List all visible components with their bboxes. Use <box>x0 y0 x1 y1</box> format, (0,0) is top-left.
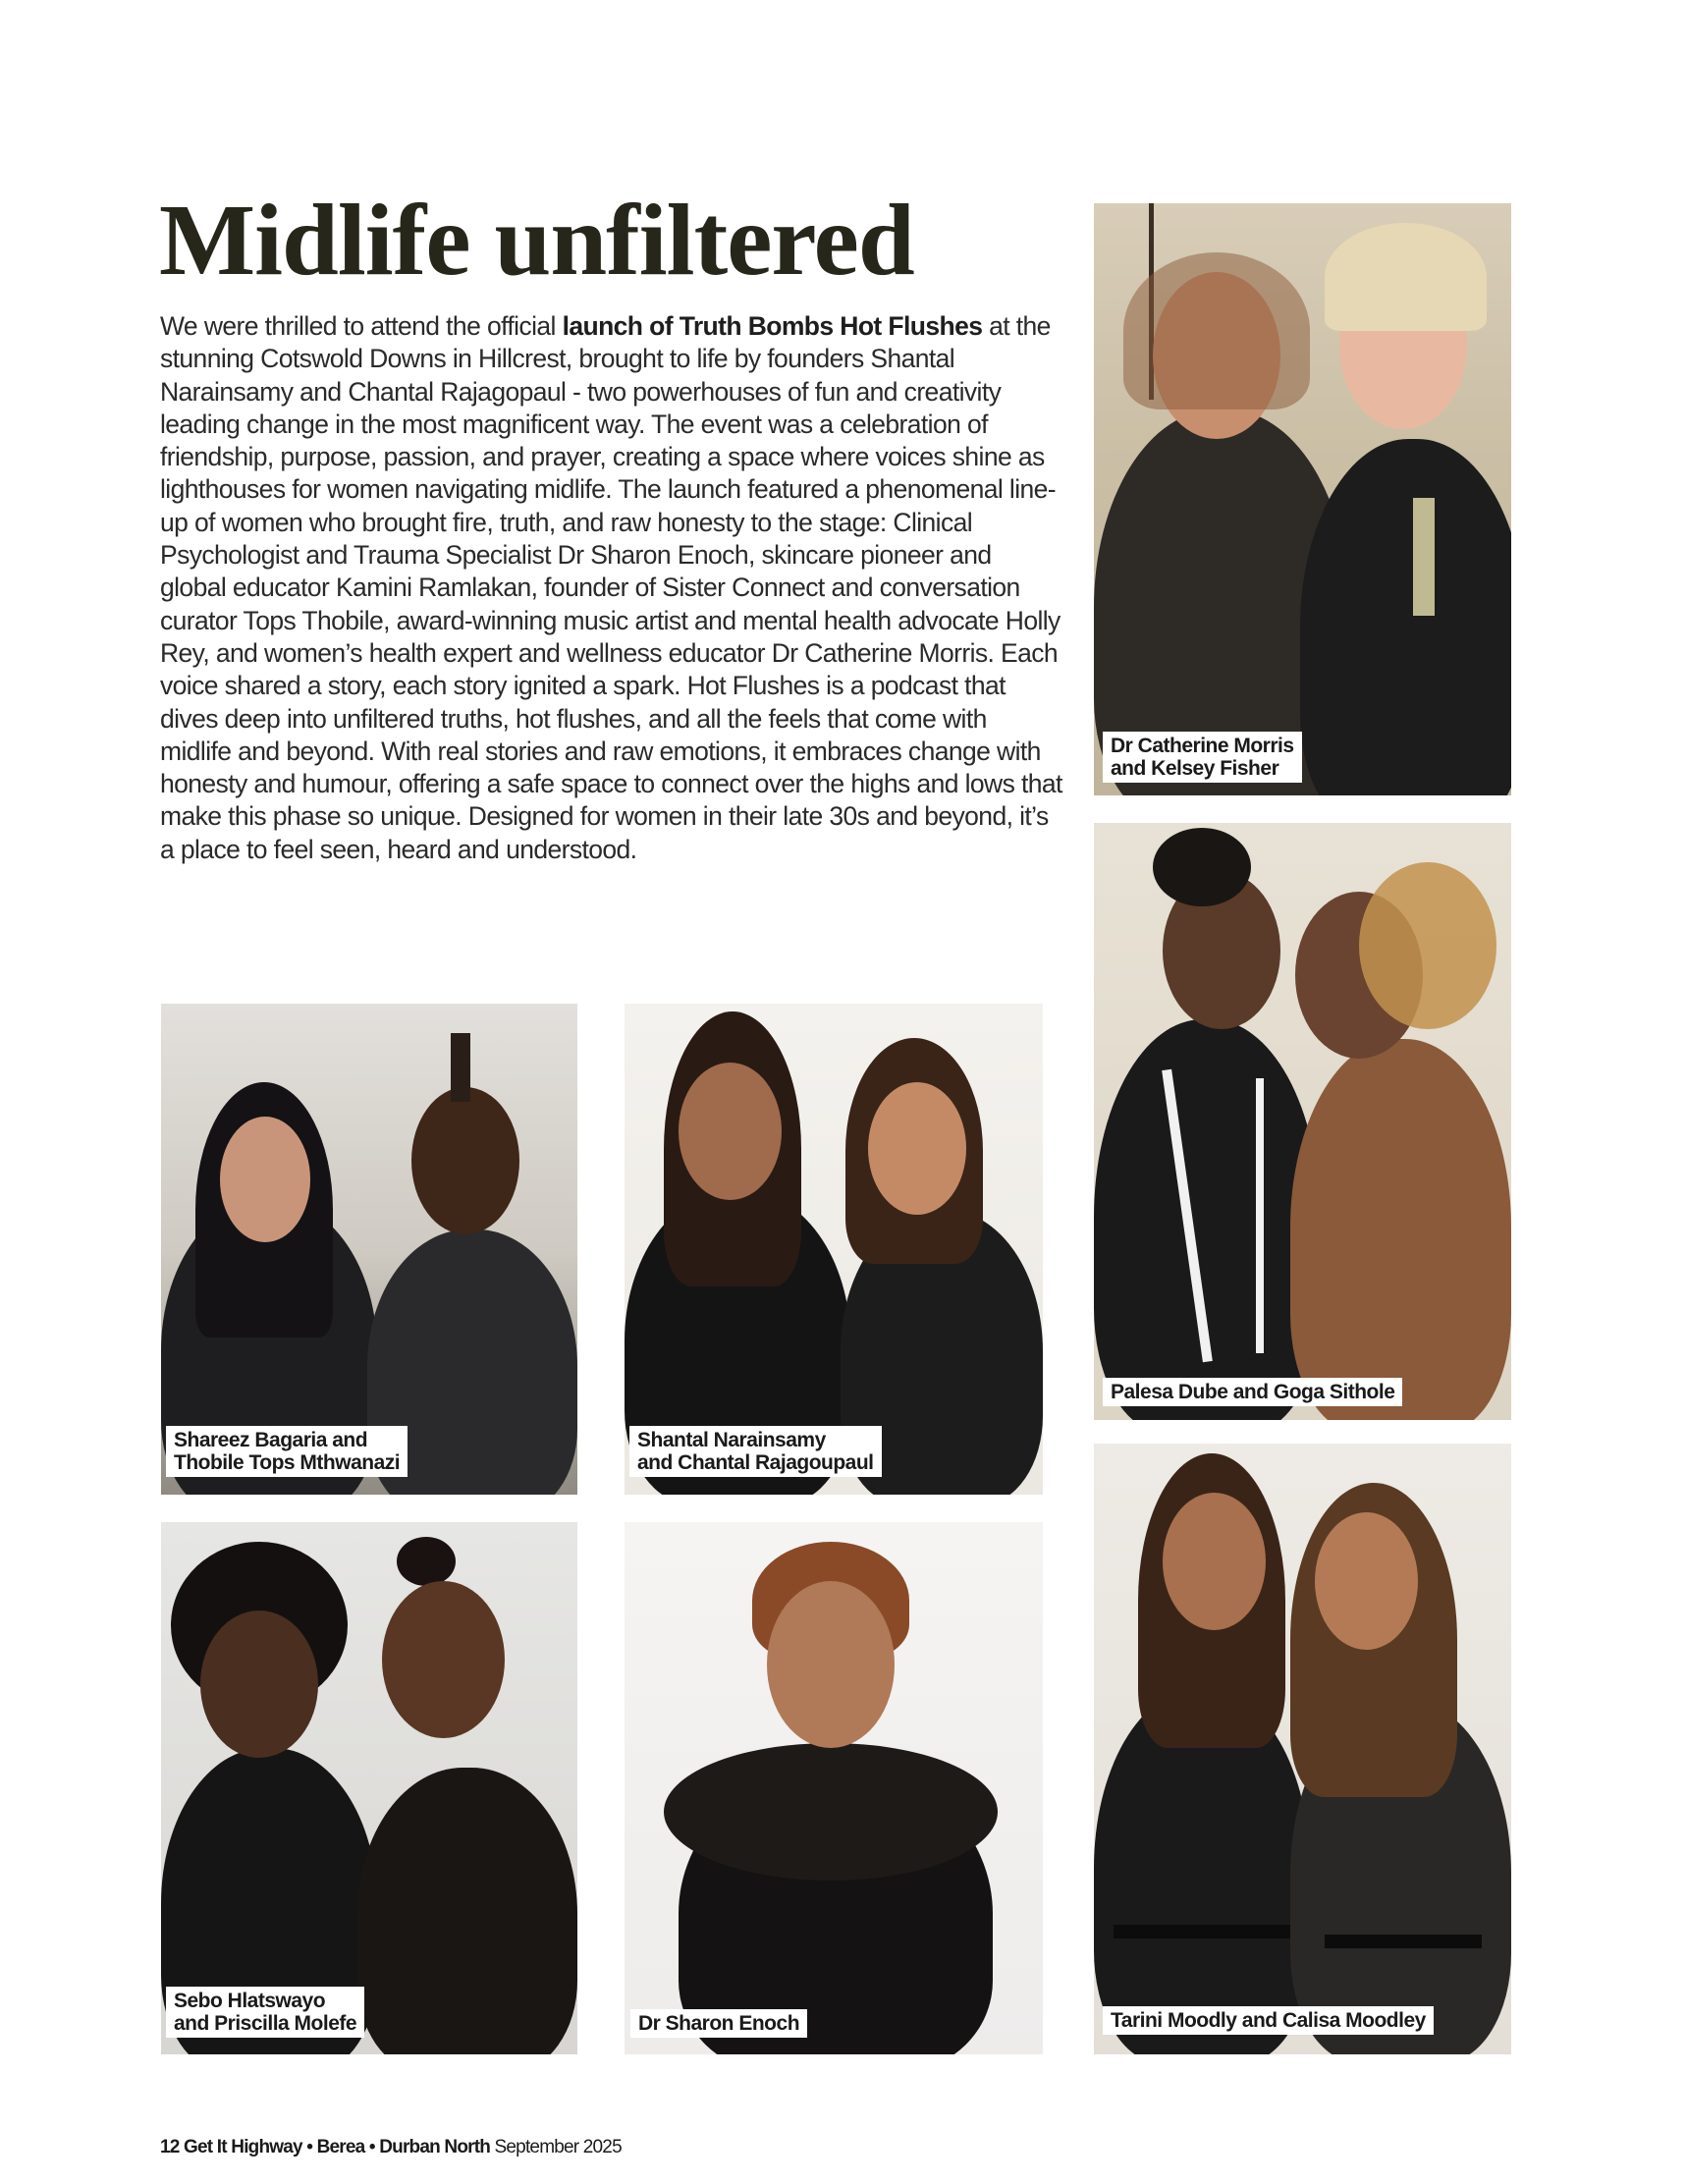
photo-sharon-enoch <box>625 1522 1043 2054</box>
intro-bold-text: launch of Truth Bombs Hot Flushes <box>562 311 983 341</box>
photo-palesa-goga <box>1094 823 1511 1420</box>
photo-caption: Palesa Dube and Goga Sithole <box>1103 1378 1402 1406</box>
body-text: at the stunning Cotswold Downs in Hillcrest, brought to life by founders Shantal Narainsamy and Chantal Rajagopaul - two powerhouses of fun and creativity leading change in the most magnificent way. The event was a celebration of friendship, purpose, passion, and prayer, creating a space where voices shine as lighthouses for women navigating midlife. The launch featured a phenomenal line-up of women who brought fire, truth, and raw honesty to the stage: Clinical Psychologist and Trauma Specialist Dr Sharon Enoch, skincare pioneer and global educator Kamini Ramlakan, founder of Sister Connect and conversation curator Tops Thobile, award-winning music artist and mental health advocate Holly Rey, and women’s health expert and wellness educator Dr Catherine Morris. Each voice shared a story, each story ignited a spark. Hot Flushes is a podcast that dives deep into unfiltered truths, hot flushes, and all the feels that come with midlife and beyond. With real stories and raw emotions, it embraces change with honesty and humour, offering a safe space to connect over the highs and lows that make this phase so unique. Designed for women in their late 30s and beyond, it’s a place to feel seen, heard and understood. <box>160 311 1062 864</box>
publication-name: Get It Highway • Berea • Durban North <box>184 2137 491 2157</box>
face <box>767 1581 895 1748</box>
photo-shareez-thobile <box>161 1004 577 1495</box>
person-right <box>1290 1039 1511 1420</box>
face-right <box>868 1082 966 1215</box>
photo-caption: Shantal Narainsamy and Chantal Rajagoupaul <box>629 1426 882 1477</box>
face-left <box>679 1063 782 1200</box>
face-right <box>382 1581 505 1738</box>
photo-caption: Tarini Moodly and Calisa Moodley <box>1103 2006 1434 2035</box>
intro-text: We were thrilled to attend the official <box>160 311 563 341</box>
person-right <box>1300 439 1511 795</box>
photo-sebo-priscilla <box>161 1522 577 2054</box>
page-number: 12 <box>160 2137 180 2157</box>
issue-date: September 2025 <box>494 2137 622 2157</box>
face-left <box>1163 1493 1266 1630</box>
photo-caption: Shareez Bagaria and Thobile Tops Mthwanazi <box>166 1426 408 1477</box>
face-left <box>200 1611 318 1758</box>
article-body <box>160 310 1063 866</box>
face-right <box>411 1087 519 1234</box>
person-right <box>357 1768 577 2054</box>
article-title: Midlife unfiltered <box>159 184 914 297</box>
page-footer <box>160 2137 622 2158</box>
photo-caption: Sebo Hlatswayo and Priscilla Molefe <box>166 1987 364 2038</box>
photo-caption: Dr Catherine Morris and Kelsey Fisher <box>1103 732 1302 783</box>
face-right <box>1315 1512 1418 1650</box>
photo-catherine-kelsey <box>1094 203 1511 795</box>
photo-shantal-chantal <box>625 1004 1043 1495</box>
photo-tarini-calisa <box>1094 1444 1511 2054</box>
photo-caption: Dr Sharon Enoch <box>630 2009 807 2038</box>
